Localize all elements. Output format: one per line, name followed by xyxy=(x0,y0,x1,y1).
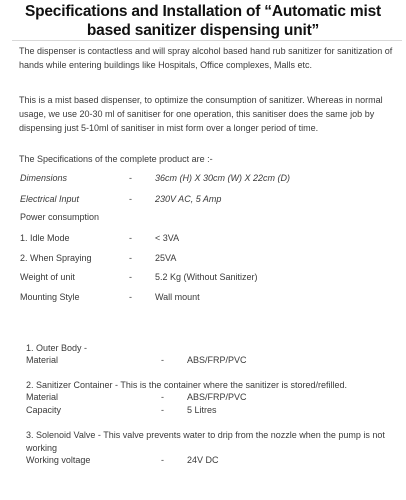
section-row-label: Material xyxy=(26,392,59,402)
specs-intro: The Specifications of the complete product are :- xyxy=(19,154,213,164)
spec-row-when-spraying xyxy=(20,251,398,265)
spec-dash: - xyxy=(129,272,132,282)
intro-paragraph: The dispenser is contactless and will spray alcohol based hand rub sanitizer for sanitization of hands while entering buildings like Hospitals, Office complexes, Malls etc. xyxy=(19,46,393,70)
spec-value: 25VA xyxy=(155,253,177,263)
spec-row-dimensions xyxy=(20,171,398,185)
spec-value: 5.2 Kg (Without Sanitizer) xyxy=(155,272,258,282)
solenoid-voltage-row xyxy=(26,454,402,467)
spec-label: 1. Idle Mode xyxy=(20,233,70,243)
spec-label: Weight of unit xyxy=(20,272,75,282)
spec-row-idle-mode xyxy=(20,231,398,245)
spec-dash: - xyxy=(129,173,132,183)
section-solenoid-valve-title xyxy=(26,429,402,455)
document-title: Specifications and Installation of “Automatic mist based sanitizer dispensing unit” xyxy=(24,3,382,39)
section-title: 2. Sanitizer Container - This is the container where the sanitizer is stored/refilled. xyxy=(26,380,347,390)
section-row-value: ABS/FRP/PVC xyxy=(187,355,247,365)
title-divider xyxy=(12,40,402,41)
spec-row-electrical-input xyxy=(20,192,398,206)
section-row-dash: - xyxy=(161,355,164,365)
spec-label: 2. When Spraying xyxy=(20,253,92,263)
section-row-dash: - xyxy=(161,392,164,402)
section-row-label: Material xyxy=(26,355,59,365)
spec-value: < 3VA xyxy=(155,233,180,243)
outer-body-material-row xyxy=(26,354,402,367)
spec-dash: - xyxy=(129,233,132,243)
section-row-value: 5 Litres xyxy=(187,405,217,415)
spec-value: 230V AC, 5 Amp xyxy=(155,194,222,204)
mist-paragraph: This is a mist based dispenser, to optimize the consumption of sanitizer. Whereas in normal usage, we use 20-30 ml of sanitiser for one operation, this sanitiser does the same job by dispensing just 5-10ml of sanitiser in mist form over a longer period of time. xyxy=(19,95,383,133)
spec-label: Electrical Input xyxy=(20,194,80,204)
section-row-value: 24V DC xyxy=(187,455,219,465)
container-capacity-row xyxy=(26,404,402,417)
spec-dash: - xyxy=(129,253,132,263)
section-row-dash: - xyxy=(161,405,164,415)
section-title: 1. Outer Body - xyxy=(26,343,88,353)
spec-dash: - xyxy=(129,292,132,302)
spec-value: Wall mount xyxy=(155,292,200,302)
spec-label: Mounting Style xyxy=(20,292,80,302)
spec-dash: - xyxy=(129,194,132,204)
spec-row-mounting-style xyxy=(20,290,398,304)
spec-label: Dimensions xyxy=(20,173,68,183)
section-row-value: ABS/FRP/PVC xyxy=(187,392,247,402)
spec-row-weight xyxy=(20,270,398,284)
spec-row-power-consumption xyxy=(20,210,398,224)
section-row-dash: - xyxy=(161,455,164,465)
spec-label: Power consumption xyxy=(20,212,100,222)
section-title: 3. Solenoid Valve - This valve prevents water to drip from the nozzle when the pump is not working xyxy=(26,430,385,453)
container-material-row xyxy=(26,391,402,404)
section-row-label: Capacity xyxy=(26,405,62,415)
spec-value: 36cm (H) X 30cm (W) X 22cm (D) xyxy=(155,173,291,183)
section-row-label: Working voltage xyxy=(26,455,91,465)
